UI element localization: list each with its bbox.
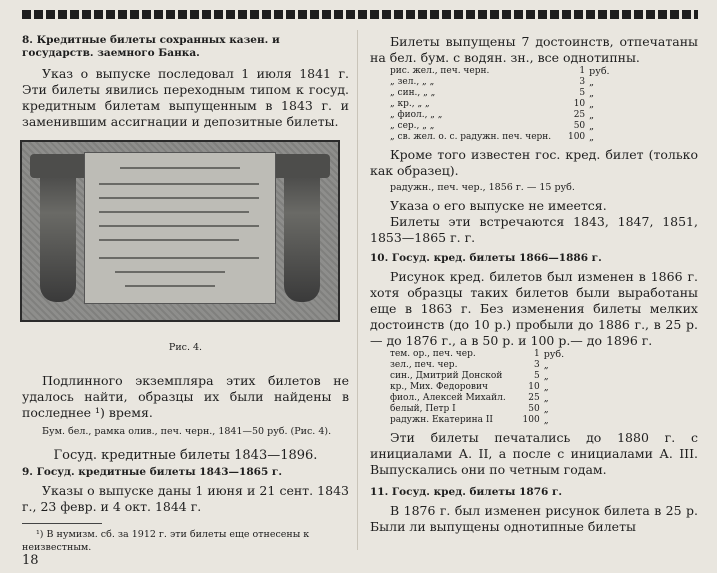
- cell-value: 10: [528, 382, 540, 392]
- cell-desc: „ кр., „ „: [390, 99, 430, 109]
- table-row: [390, 393, 568, 404]
- section-9-heading: 9. Госуд. кредитные билеты 1843—1865 г.: [22, 466, 282, 478]
- table-row: [390, 110, 614, 121]
- table-row: [390, 404, 568, 415]
- cell-desc: „ син., „ „: [390, 88, 436, 98]
- table-row: [390, 77, 614, 88]
- cell-unit: „: [589, 132, 595, 143]
- cell-value: 10: [573, 99, 586, 109]
- chapter-heading: Госуд. кредитные билеты 1843—1896.: [53, 448, 318, 463]
- cell-unit: „: [589, 77, 595, 88]
- page-number: 18: [22, 553, 39, 568]
- cell-unit: „: [543, 393, 549, 404]
- extra-note-line: радужн., печ. чер., 1856 г. — 15 руб.: [390, 182, 575, 193]
- cell-unit: „: [589, 110, 595, 121]
- cell-unit: руб.: [543, 349, 565, 360]
- cell-unit: „: [589, 88, 595, 99]
- cell-unit: „: [589, 121, 595, 132]
- no-decree-text: Указа о его выпуске не имеется.: [390, 198, 607, 213]
- table-row: [390, 121, 614, 132]
- cell-desc: „ фиол., „ „: [390, 110, 443, 120]
- cell-value: 1: [579, 66, 586, 76]
- extra-note-text: Кроме того известен гос. кред. билет (только как образец).: [370, 147, 698, 178]
- cell-value: 50: [528, 404, 540, 414]
- cell-desc: „ сер., „ „: [390, 121, 435, 131]
- cell-desc: „ св. жел. о. с. радужн. печ. черн.: [390, 132, 552, 142]
- figure-caption: Рис. 4.: [168, 342, 203, 353]
- cell-desc: белый, Петр I: [390, 404, 456, 414]
- cell-unit: „: [543, 382, 549, 393]
- cell-desc: син., Дмитрий Донской: [390, 371, 503, 381]
- column-divider: [357, 30, 358, 550]
- banknote-text-panel: [84, 152, 276, 304]
- table-row: [390, 360, 568, 371]
- table-row: [390, 415, 568, 426]
- banknote-figure: [20, 140, 340, 322]
- cell-value: 50: [573, 121, 586, 131]
- cell-desc: рис. жел., печ. черн.: [390, 66, 490, 76]
- intro-text: Билеты выпущены 7 достоинств, отпечатаны на бел. бум. с водян. зн., все однотипны.: [370, 34, 698, 65]
- cell-unit: „: [589, 99, 595, 110]
- cell-desc: тем. ор., печ. чер.: [390, 349, 476, 359]
- cell-desc: зел., печ. чер.: [390, 360, 458, 370]
- section-8-text: Указ о выпуске последовал 1 июля 1841 г. Эти билеты явились переходным типом к госуд. кредитным билетам выпущенным в 1843 г. и заменившим ассигнации и депозитные билеты.: [22, 66, 349, 129]
- cell-unit: руб.: [589, 66, 610, 77]
- section-9-text: Указы о выпуске даны 1 июня и 21 сент. 1843 г., 23 февр. и 4 окт. 1844 г.: [22, 483, 349, 514]
- cell-unit: „: [543, 415, 549, 426]
- top-decorative-rule: [22, 10, 698, 19]
- section-10-after-text: Эти билеты печатались до 1880 г. с инициалами А. II, а после с инициалами А. III. Выпускались они по четным годам.: [370, 430, 698, 477]
- section-11-text: В 1876 г. был изменен рисунок билета в 25 р. Были ли выпущены однотипные билеты: [370, 503, 698, 534]
- after-figure-text: Подлинного экземпляра этих билетов не удалось найти, образцы их были найдены в последнее ¹) время.: [22, 373, 349, 420]
- cell-desc: „ зел., „ „: [390, 77, 435, 87]
- cell-value: 100: [522, 415, 540, 425]
- footnote-rule: [22, 523, 102, 524]
- table-row: [390, 99, 614, 110]
- section-10-heading: 10. Госуд. кред. билеты 1866—1886 г.: [370, 252, 602, 264]
- table-row: [390, 349, 568, 360]
- cell-unit: „: [543, 404, 549, 415]
- table-row: [390, 382, 568, 393]
- table-row: [390, 371, 568, 382]
- cell-value: 25: [573, 110, 586, 120]
- cell-unit: „: [543, 371, 549, 382]
- cell-desc: радужн. Екатерина II: [390, 415, 493, 425]
- cell-value: 3: [579, 77, 586, 87]
- section-11-heading: 11. Госуд. кред. билеты 1876 г.: [370, 486, 563, 498]
- cell-unit: „: [543, 360, 549, 371]
- cell-value: 5: [533, 371, 540, 381]
- banknote-description: Бум. бел., рамка олив., печ. черн., 1841—50 руб. (Рис. 4).: [42, 426, 332, 437]
- cell-value: 3: [533, 360, 540, 370]
- footnote: ¹) В нумизм. сб. за 1912 г. эти билеты еще отнесены к неизвестным.: [22, 529, 310, 553]
- years-text: Билеты эти встречаются 1843, 1847, 1851, 1853—1865 г. г.: [370, 214, 698, 245]
- table-row: [390, 66, 614, 77]
- cell-desc: фиол., Алексей Михайл.: [390, 393, 506, 403]
- cell-desc: кр., Мих. Федорович: [390, 382, 488, 392]
- denominations-table-1: [390, 66, 614, 143]
- table-row: [390, 88, 614, 99]
- table-row: [390, 132, 614, 143]
- cell-value: 5: [579, 88, 586, 98]
- section-10-text: Рисунок кред. билетов был изменен в 1866 г. хотя образцы таких билетов были выработаны еще в 1863 г. Без изменения билеты мелких достоинств (до 10 р.) пробыли до 1886 г., в 25 р.— до 1876 г., а в 50 р. и 100 р.— до 1896 г.: [370, 269, 698, 348]
- denominations-table-2: [390, 349, 568, 426]
- section-8-heading: 8. Кредитные билеты сохранных казен. и государств. заемного Банка.: [22, 34, 280, 59]
- left-column: [22, 34, 349, 554]
- cell-value: 25: [528, 393, 540, 403]
- cell-value: 100: [567, 132, 586, 142]
- cell-value: 1: [533, 349, 540, 359]
- right-column: [370, 34, 698, 535]
